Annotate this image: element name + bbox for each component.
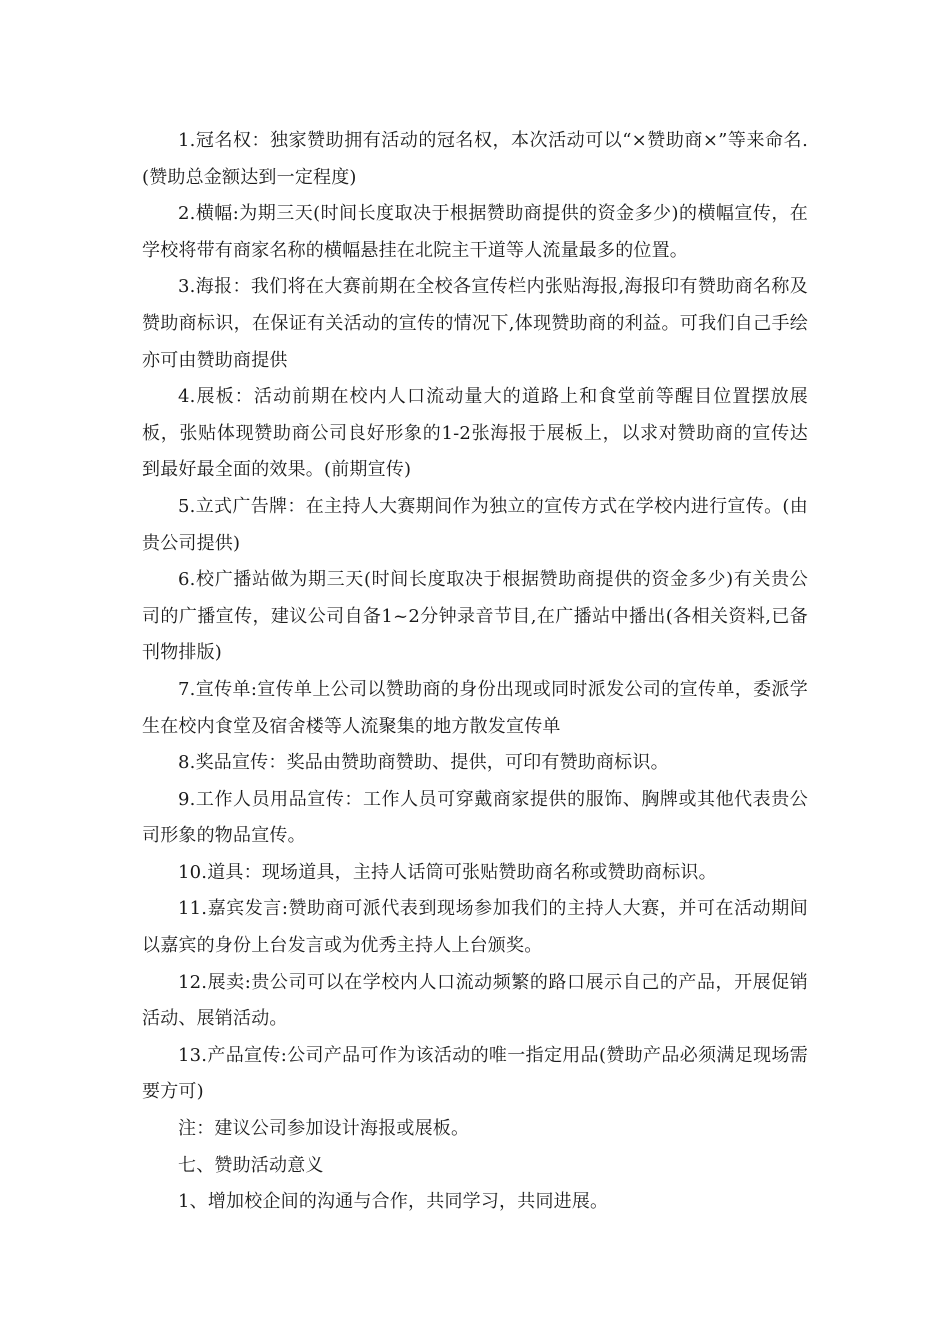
paragraph-prizes: 8.奖品宣传：奖品由赞助商赞助、提供，可印有赞助商标识。 <box>178 752 669 774</box>
paragraph-note: 注：建议公司参加设计海报或展板。 <box>178 1118 470 1140</box>
paragraph-guest-speech: 11.嘉宾发言:赞助商可派代表到现场参加我们的主持人大赛，并可在活动期间以嘉宾的身份上台发言或为优秀主持人上台颁奖。 <box>142 898 808 957</box>
paragraph-props: 10.道具：现场道具，主持人话筒可张贴赞助商名称或赞助商标识。 <box>178 861 717 883</box>
paragraph-product-promo: 13.产品宣传:公司产品可作为该活动的唯一指定用品(赞助产品必须满足现场需要方可) <box>142 1044 808 1103</box>
paragraph-exhibition-sale: 12.展卖:贵公司可以在学校内人口流动频繁的路口展示自己的产品，开展促销活动、展销活动。 <box>142 971 808 1030</box>
paragraph-flyer: 7.宣传单:宣传单上公司以赞助商的身份出现或同时派发公司的宣传单，委派学生在校内食堂及宿舍楼等人流聚集的地方散发宣传单 <box>142 678 808 737</box>
section-heading-significance: 七、赞助活动意义 <box>178 1154 324 1176</box>
paragraph-radio: 6.校广播站做为期三天(时间长度取决于根据赞助商提供的资金多少)有关贵公司的广播宣传，建议公司自备1~2分钟录音节目,在广播站中播出(各相关资料,已备刊物排版) <box>142 569 808 664</box>
paragraph-display-board: 4.展板：活动前期在校内人口流动量大的道路上和食堂前等醒目位置摆放展板，张贴体现赞助商公司良好形象的1-2张海报于展板上，以求对赞助商的宣传达到最好最全面的效果。(前期宣传) <box>142 386 808 481</box>
paragraph-significance-1: 1、增加校企间的沟通与合作，共同学习，共同进展。 <box>178 1191 609 1213</box>
paragraph-billboard: 5.立式广告牌：在主持人大赛期间作为独立的宣传方式在学校内进行宣传。(由贵公司提供) <box>142 495 808 554</box>
paragraph-staff-items: 9.工作人员用品宣传：工作人员可穿戴商家提供的服饰、胸牌或其他代表贵公司形象的物品宣传。 <box>142 788 808 847</box>
document-body <box>142 123 808 1221</box>
paragraph-poster: 3.海报：我们将在大赛前期在全校各宣传栏内张贴海报,海报印有赞助商名称及赞助商标识，在保证有关活动的宣传的情况下,体现赞助商的利益。可我们自己手绘亦可由赞助商提供 <box>142 276 808 371</box>
paragraph-naming-rights: 1.冠名权：独家赞助拥有活动的冠名权，本次活动可以“×赞助商×”等来命名.(赞助总金额达到一定程度) <box>142 130 808 188</box>
paragraph-banner: 2.横幅:为期三天(时间长度取决于根据赞助商提供的资金多少)的横幅宣传，在学校将带有商家名称的横幅悬挂在北院主干道等人流量最多的位置。 <box>142 203 808 261</box>
